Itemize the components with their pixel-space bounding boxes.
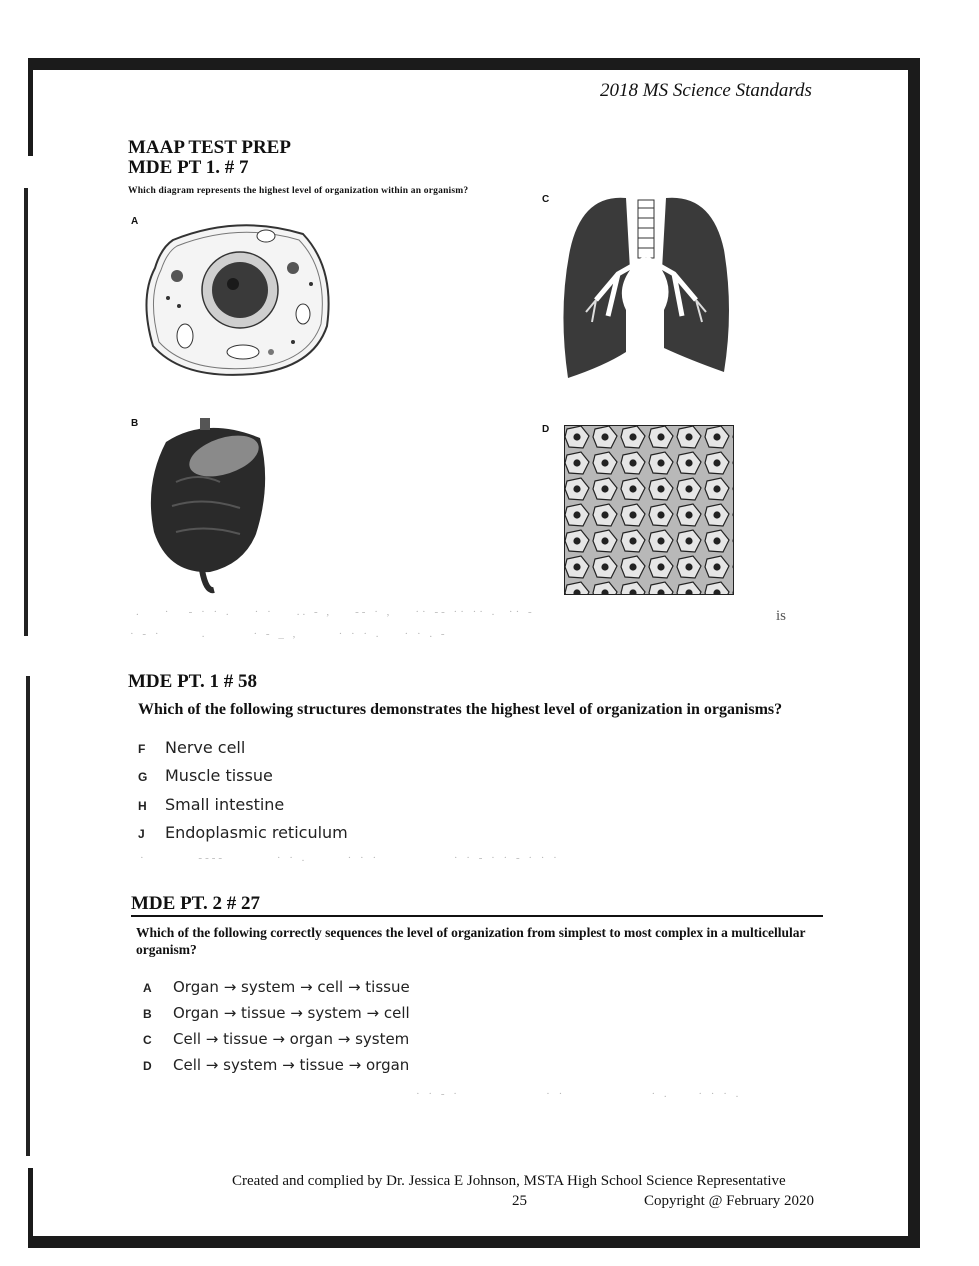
- digestive-system-diagram: [148, 416, 272, 596]
- question-text: Which of the following structures demonstrates the highest level of organization in organisms?: [138, 701, 783, 718]
- epithelial-tissue-diagram: [564, 425, 734, 595]
- document-header-title: 2018 MS Science Standards: [600, 80, 812, 101]
- figure-label-d: D: [542, 424, 550, 435]
- question-number-heading: MDE PT 1. # 7: [128, 157, 249, 178]
- page-border-top: [28, 58, 920, 70]
- faded-text: is: [776, 608, 787, 624]
- figure-label-a: A: [131, 216, 139, 227]
- page-number: 25: [512, 1193, 527, 1209]
- question-number-heading: MDE PT. 2 # 27: [131, 893, 260, 914]
- faded-text: · - · . · - _ , · · · . · · . -: [130, 628, 448, 640]
- question-number-heading: MDE PT. 1 # 58: [128, 671, 257, 692]
- page-border-left: [26, 676, 30, 1156]
- faded-text: . · - · · . · · .. - , -- · , ·· -- ·· ·· . ·· -: [136, 606, 535, 618]
- page-border-bottom: [28, 1236, 920, 1248]
- option-text: Muscle tissue: [165, 766, 273, 785]
- page-border-left: [28, 58, 33, 156]
- answer-option[interactable]: [138, 795, 284, 814]
- answer-option[interactable]: [138, 823, 348, 842]
- answer-option[interactable]: [143, 1030, 409, 1048]
- footer-copyright: Copyright @ February 2020: [644, 1193, 815, 1209]
- option-text: Cell → tissue → organ → system: [173, 1030, 410, 1048]
- page-border-left: [28, 1168, 33, 1248]
- faded-text: · ---- · · . · · · · · - · · - · · ·: [140, 852, 560, 864]
- answer-option[interactable]: [143, 1056, 409, 1074]
- page-border-right: [908, 58, 920, 1248]
- question-text: Which of the following correctly sequences the level of organization from simplest to most complex in a multicellular organism?: [136, 925, 806, 957]
- answer-option[interactable]: [138, 766, 273, 785]
- option-text: Endoplasmic reticulum: [165, 823, 348, 842]
- option-text: Cell → system → tissue → organ: [173, 1056, 410, 1074]
- option-letter: G: [138, 770, 148, 784]
- footer-credit: Created and complied by Dr. Jessica E Johnson, MSTA High School Science Representative: [232, 1173, 786, 1189]
- option-letter: H: [138, 799, 147, 813]
- question-text: Which diagram represents the highest level of organization within an organism?: [128, 186, 469, 196]
- section-heading: MAAP TEST PREP: [128, 137, 291, 158]
- option-letter: C: [143, 1033, 152, 1047]
- option-letter: F: [138, 742, 146, 756]
- divider: [131, 915, 823, 917]
- option-text: Small intestine: [165, 795, 285, 814]
- lungs-diagram: [556, 190, 736, 380]
- option-text: Organ → system → cell → tissue: [173, 978, 410, 996]
- answer-option[interactable]: [143, 1004, 410, 1022]
- animal-cell-diagram: [143, 218, 335, 380]
- option-letter: B: [143, 1007, 152, 1021]
- faded-text: · · - · · · · . · · · .: [416, 1088, 742, 1100]
- option-text: Nerve cell: [165, 738, 246, 757]
- figure-label-c: C: [542, 194, 550, 205]
- answer-option[interactable]: [138, 738, 245, 757]
- answer-option[interactable]: [143, 978, 410, 996]
- page-border-left: [24, 188, 28, 636]
- option-text: Organ → tissue → system → cell: [173, 1004, 410, 1022]
- option-letter: J: [138, 827, 145, 841]
- option-letter: D: [143, 1059, 152, 1073]
- option-letter: A: [143, 981, 152, 995]
- figure-label-b: B: [131, 418, 139, 429]
